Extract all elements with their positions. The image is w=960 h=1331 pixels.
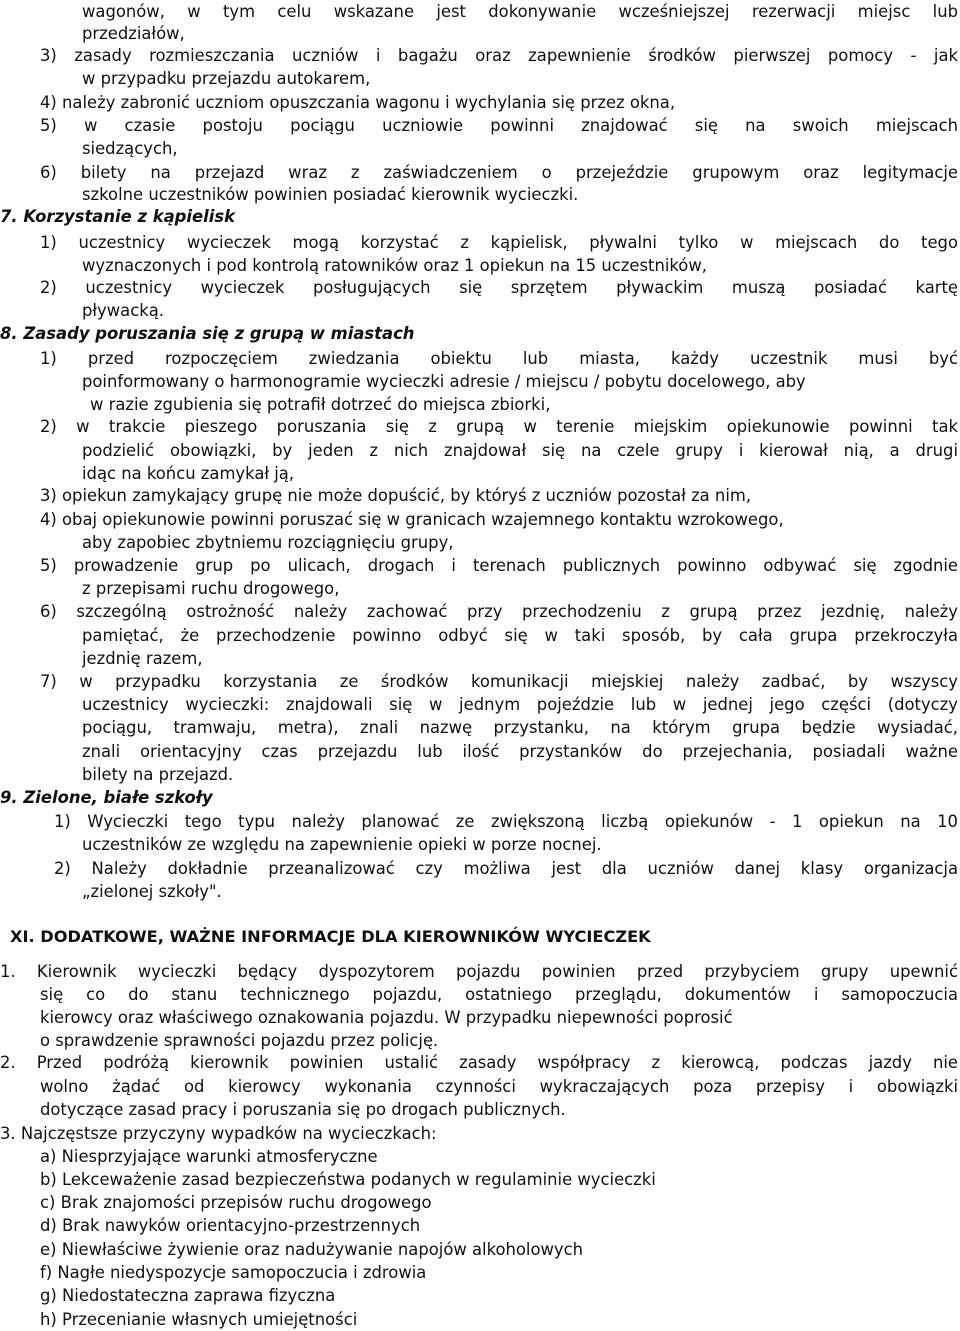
text-line: dotyczące zasad pracy i poruszania się po drogach publicznych. [40,1100,566,1119]
text-line: 1. Kierownik wycieczki będący dyspozytorem pojazdu powinien przed przybyciem grupy upewnić [0,962,958,981]
text-line: e) Niewłaściwe żywienie oraz nadużywanie napojów alkoholowych [40,1240,584,1259]
text-line: wyznaczonych i pod kontrolą ratowników oraz 1 opiekun na 15 uczestników, [82,256,707,275]
text-line: 7) w przypadku korzystania ze środków komunikacji miejskiej należy zadbać, by wszyscy [40,672,958,691]
text-line: b) Lekceważenie zasad bezpieczeństwa podanych w regulaminie wycieczki [40,1170,656,1189]
text-line: bilety na przejazd. [82,765,234,784]
text-line: w razie zgubienia się potrafił dotrzeć do miejsca zbiorki, [90,395,551,414]
text-line: siedzących, [82,139,178,158]
text-line: uczestników ze względu na zapewnienie opieki w porze nocnej. [82,835,602,854]
text-line: się co do stanu technicznego pojazdu, ostatniego przeglądu, dokumentów i samopoczucia [40,985,958,1004]
text-line: 4) należy zabronić uczniom opuszczania wagonu i wychylania się przez okna, [40,93,676,112]
text-line: h) Przecenianie własnych umiejętności [40,1310,358,1329]
text-line: aby zapobiec zbytniemu rozciągnięciu grupy, [82,533,454,552]
text-line: 2) Należy dokładnie przeanalizować czy możliwa jest dla uczniów danej klasy organizacja [54,859,958,878]
text-line: 6) bilety na przejazd wraz z zaświadczeniem o przejeździe grupowym oraz legitymacje [40,163,958,182]
text-line: szkolne uczestników powinien posiadać kierownik wycieczki. [82,185,579,204]
text-line: pamiętać, że przechodzenie powinno odbyć się w taki sposób, by cała grupa przekroczyła [82,626,958,645]
text-line: z przepisami ruchu drogowego, [82,579,340,598]
text-line: d) Brak nawyków orientacyjno-przestrzennych [40,1216,421,1235]
text-line: a) Niesprzyjające warunki atmosferyczne [40,1147,378,1166]
text-line: przedziałów, [82,24,185,43]
section-heading: 7. Korzystanie z kąpielisk [0,207,236,226]
text-line: 2) w trakcie pieszego poruszania się z grupą w terenie miejskim opiekunowie powinni tak [40,417,958,436]
text-line: 3) opiekun zamykający grupę nie może dopuścić, by któryś z uczniów pozostał za nim, [40,486,752,505]
text-line: podzielić obowiązki, by jeden z nich znajdował się na czele grupy i kierował nią, a drugi [82,441,958,460]
text-line: pociągu, tramwaju, metra), znali nazwę przystanku, na którym grupa będzie wysiadać, [82,718,958,737]
text-line: wagonów, w tym celu wskazane jest dokonywanie wcześniejszej rezerwacji miejsc lub [82,2,958,21]
text-line: kierowcy oraz właściwego oznakowania pojazdu. W przypadku niepewności poprosić [40,1008,733,1027]
text-line: 2) uczestnicy wycieczek posługujących się sprzętem pływackim muszą posiadać kartę [40,278,958,297]
section-heading: 9. Zielone, białe szkoły [0,788,213,807]
text-line: 3. Najczęstsze przyczyny wypadków na wycieczkach: [0,1124,437,1143]
text-line: wolno żądać od kierowcy wykonania czynności wykraczających poza przepisy i obowiązki [40,1077,958,1096]
text-line: f) Nagłe niedyspozycje samopoczucia i zdrowia [40,1263,427,1282]
text-line: 1) przed rozpoczęciem zwiedzania obiektu lub miasta, każdy uczestnik musi być [40,349,958,368]
text-line: 2. Przed podróżą kierownik powinien ustalić zasady współpracy z kierowcą, podczas jazdy nie [0,1053,958,1072]
text-line: uczestnicy wycieczki: znajdowali się w jednym pojeździe lub w jednej jego części (dotyczy [82,695,958,714]
text-line: 1) Wycieczki tego typu należy planować ze zwiększoną liczbą opiekunów - 1 opiekun na 10 [54,812,958,831]
text-line: o sprawdzenie sprawności pojazdu przez policję. [40,1031,439,1050]
text-line: znali orientacyjny czas przejazdu lub ilość przystanków do przejechania, posiadali ważne [82,742,958,761]
chapter-heading: XI. DODATKOWE, WAŻNE INFORMACJE DLA KIEROWNIKÓW WYCIECZEK [10,927,651,946]
text-line: c) Brak znajomości przepisów ruchu drogowego [40,1193,432,1212]
text-line: 3) zasady rozmieszczania uczniów i bagażu oraz zapewnienie środków pierwszej pomocy - jak [40,46,958,65]
text-line: 5) prowadzenie grup po ulicach, drogach i terenach publicznych powinno odbywać się zgodnie [40,556,958,575]
text-line: poinformowany o harmonogramie wycieczki adresie / miejscu / pobytu docelowego, aby [82,372,806,391]
text-line: 1) uczestnicy wycieczek mogą korzystać z kąpielisk, pływalni tylko w miejscach do tego [40,233,958,252]
text-line: 4) obaj opiekunowie powinni poruszać się w granicach wzajemnego kontaktu wzrokowego, [40,510,784,529]
section-heading: 8. Zasady poruszania się z grupą w miastach [0,324,415,343]
text-line: 5) w czasie postoju pociągu uczniowie powinni znajdować się na swoich miejscach [40,116,958,135]
text-line: 6) szczególną ostrożność należy zachować przy przechodzeniu z grupą przez jezdnię, należy [40,602,958,621]
text-line: pływacką. [82,301,164,320]
text-line: jezdnię razem, [82,649,203,668]
text-line: „zielonej szkoły". [82,882,222,901]
text-line: g) Niedostateczna zaprawa fizyczna [40,1286,336,1305]
text-line: w przypadku przejazdu autokarem, [82,69,371,88]
text-line: idąc na końcu zamykał ją, [82,464,295,483]
